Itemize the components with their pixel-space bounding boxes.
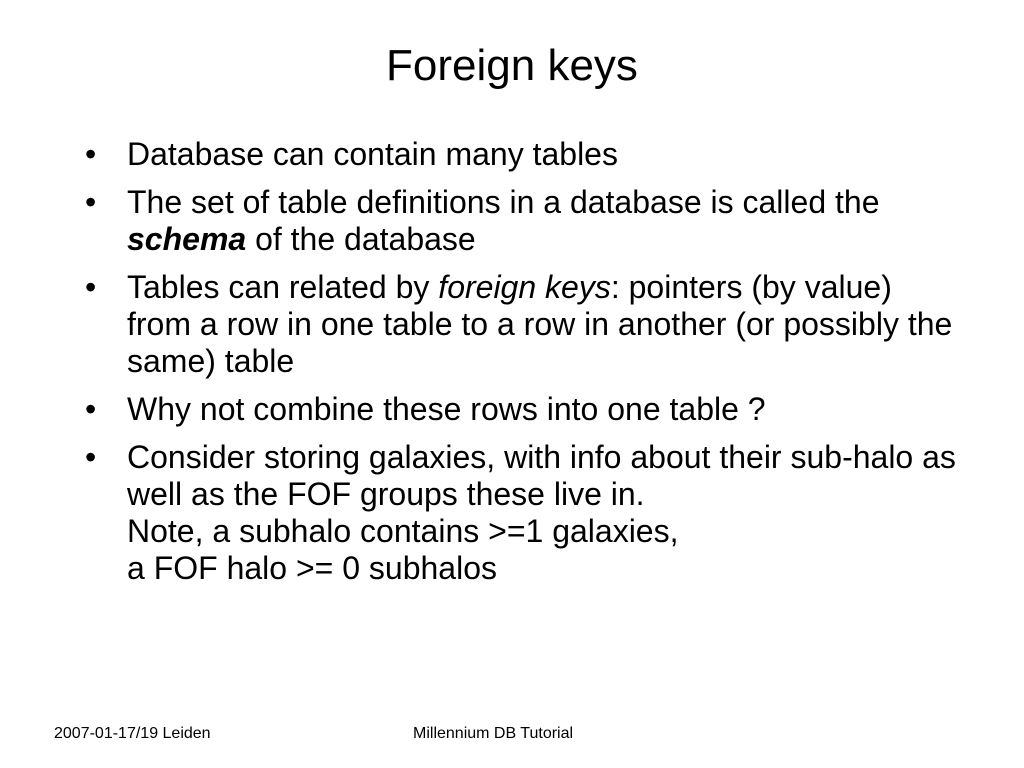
bullet-item-schema bbox=[82, 184, 962, 258]
bullet-item-galaxies bbox=[82, 439, 962, 587]
bullet-marker: • bbox=[85, 269, 97, 305]
bullet-text-continued: : pointers (by value) from a row in one table to a row in another (or possibly the same) table bbox=[127, 269, 953, 379]
bullet-text: The set of table definitions in a database is called the bbox=[127, 184, 880, 220]
bullet-text: Database can contain many tables bbox=[127, 136, 618, 172]
bullet-item-foreign-keys bbox=[82, 269, 962, 380]
note-line-fof-halo: a FOF halo >= 0 subhalos bbox=[127, 550, 497, 586]
bullet-text: Tables can related by bbox=[127, 269, 439, 305]
bullet-marker: • bbox=[85, 136, 97, 172]
bullet-marker: • bbox=[85, 391, 97, 427]
bullet-text: Why not combine these rows into one table ? bbox=[127, 391, 766, 427]
bullet-item-database-tables bbox=[82, 136, 962, 173]
schema-emphasis: schema bbox=[127, 221, 247, 257]
bullet-text: Consider storing galaxies, with info about their sub-halo as well as the FOF groups these live in. bbox=[127, 439, 956, 512]
footer-presentation-title: Millennium DB Tutorial bbox=[413, 725, 574, 742]
bullet-text-continued: of the database bbox=[246, 221, 476, 257]
bullet-item-combine-rows bbox=[82, 391, 962, 428]
bullet-marker: • bbox=[85, 184, 97, 220]
slide-title: Foreign keys bbox=[386, 41, 638, 90]
note-line-subhalo: Note, a subhalo contains >=1 galaxies, bbox=[127, 513, 679, 549]
bullet-list bbox=[82, 136, 962, 598]
footer-date-location: 2007-01-17/19 Leiden bbox=[54, 725, 211, 742]
foreign-keys-emphasis: foreign keys bbox=[438, 269, 611, 305]
bullet-marker: • bbox=[85, 439, 97, 475]
